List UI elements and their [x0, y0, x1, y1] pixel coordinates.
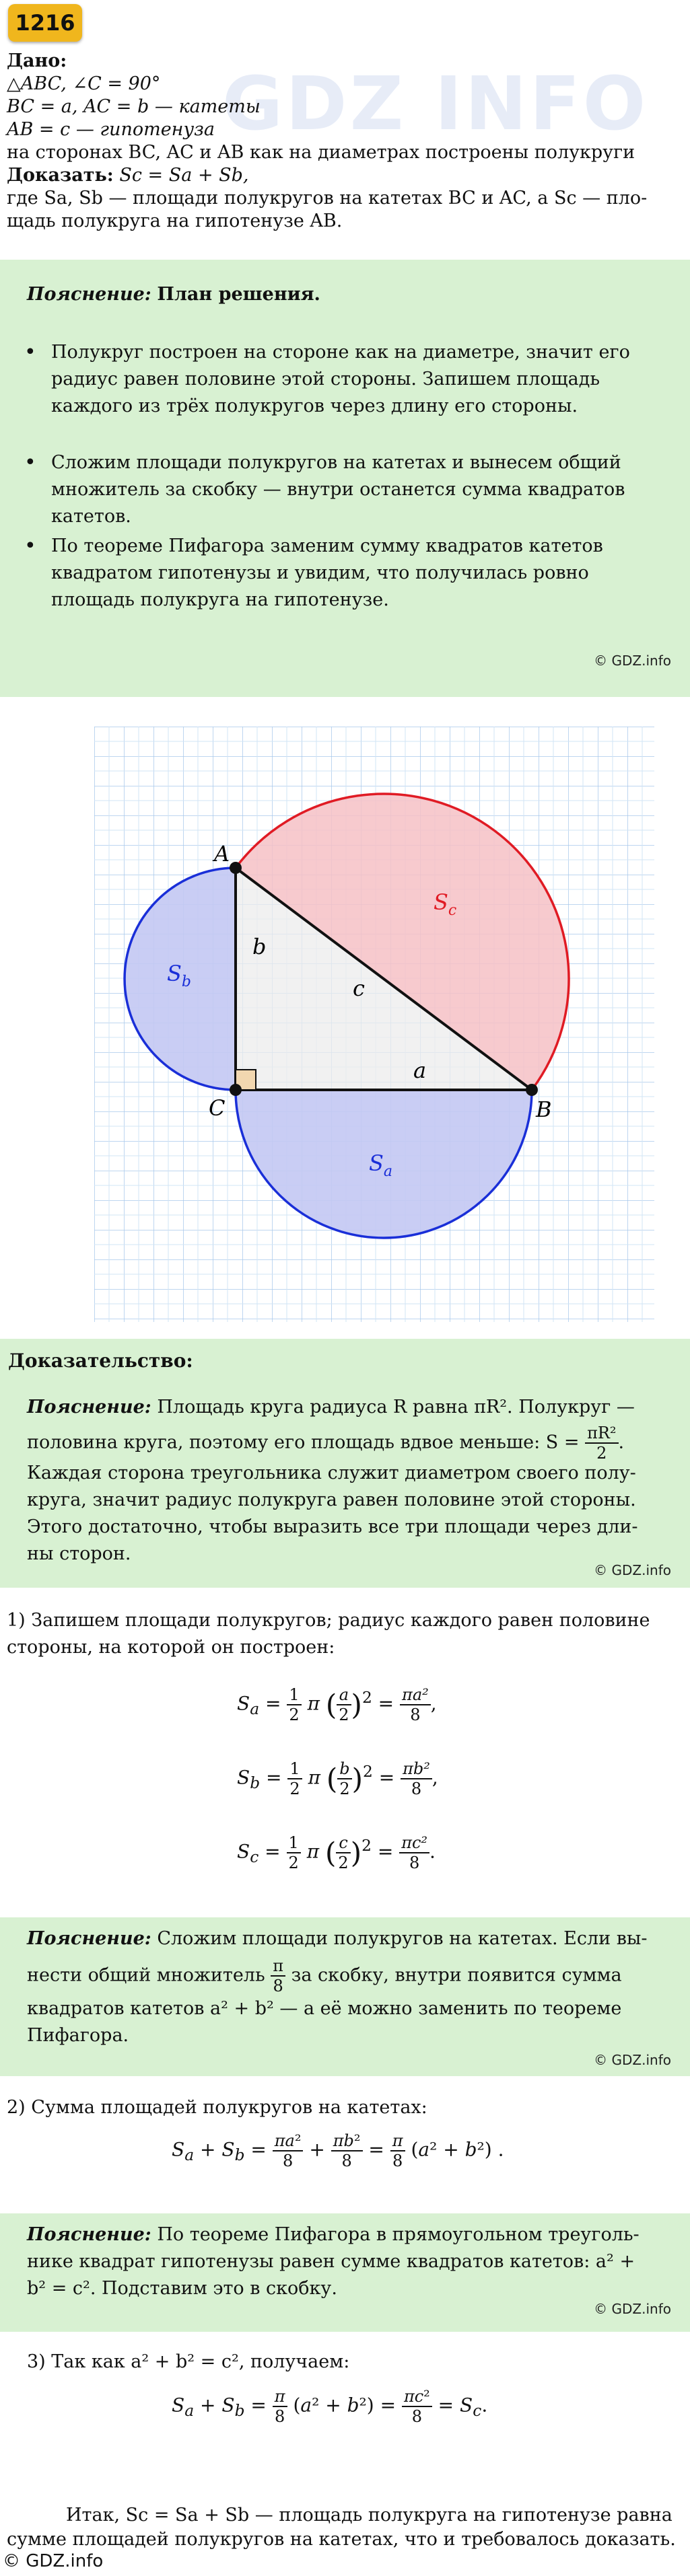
formula-sa: $S_a$ = $\frac{1}{2}$ π ( $\frac{a}{2}$ )$^2$ = $\frac{\text{πa²}}{8}$ , — [237, 1685, 437, 1724]
note2-text-2b: за скобку, внутри появится сумма — [291, 1964, 622, 1986]
note1-frac-den: 2 — [596, 1444, 607, 1463]
note3-box — [0, 2213, 690, 2332]
plan-bullet-1: • Полукруг построен на стороне как на диаметре, значит его радиус равен половине этой стороны. Запишем площадь каждого из трёх полукругов через длину его стороны. — [51, 339, 667, 420]
vertex-b — [526, 1084, 538, 1096]
step2-formula: $S_a + S_b$ = $\frac{\text{πa²}}{8}$ + $\frac{\text{πb²}}{8}$ = $\frac{\pi}{8}$ (a² + b²) . — [172, 2131, 504, 2170]
note2-fraction — [271, 1956, 285, 1995]
note2-text-2a: нести общий множитель — [27, 1964, 265, 1986]
sa-label: $S_a$ — [369, 1150, 393, 1180]
note1-line-1 — [27, 1394, 677, 1421]
given-line-3: AB = c — гипотенуза — [7, 119, 215, 140]
note2-line-3: квадратов катетов a² + b² — а её можно заменить по теореме — [27, 1998, 622, 2019]
note1-frac-num: πR² — [585, 1424, 618, 1444]
note3-label: Пояснение: — [27, 2224, 151, 2245]
proof-heading-box — [0, 1339, 690, 1386]
plan-bullet-2: • Сложим площади полукругов на катетах и вынесем общий множитель за скобку — внутри останется сумма квадратов катетов. — [51, 449, 667, 530]
side-b-label: b — [252, 934, 267, 959]
step2-text: 2) Сумма площадей полукругов на катетах: — [7, 2097, 427, 2118]
plan-title: План решения. — [157, 284, 320, 305]
prove-formula: Sc = Sa + Sb, — [119, 165, 249, 186]
note2-credit: © GDZ.info — [594, 2052, 671, 2068]
given-label: Дано: — [7, 50, 67, 71]
note2-box — [0, 1917, 690, 2076]
plan-label: Пояснение: — [27, 284, 151, 305]
given-line-1: △ABC, ∠C = 90° — [7, 73, 161, 94]
proof-heading: Доказательство: — [8, 1350, 193, 1372]
note2-line-2 — [27, 1956, 677, 1995]
note1-line-6: ны сторон. — [27, 1543, 131, 1564]
plan-bullet-3: • По теореме Пифагора заменим сумму квадратов катетов квадратом гипотенузы и увидим, что получилась ровно площадь полукруга на гипотенузе. — [51, 533, 667, 614]
note1-line-2 — [27, 1424, 677, 1463]
footer-credit: © GDZ.info — [3, 2551, 104, 2571]
plan-heading — [27, 284, 320, 305]
note1-credit: © GDZ.info — [594, 1562, 671, 1578]
step1-line-2: стороны, на которой он построен: — [7, 1637, 335, 1658]
note3-line-3: b² = c². Подставим это в скобку. — [27, 2278, 337, 2299]
note2-frac-num: π — [271, 1956, 285, 1977]
note3-line-1 — [27, 2221, 677, 2248]
watermark: GDZ INFO — [222, 61, 649, 147]
plan-credit: © GDZ.info — [594, 653, 671, 669]
vertex-c — [230, 1084, 242, 1096]
note3-text-1: По теореме Пифагора в прямоугольном треуголь- — [157, 2224, 640, 2245]
side-a-label: a — [413, 1058, 427, 1083]
formula-sc: $S_c$ = $\frac{1}{2}$ π ( $\frac{c}{2}$ )$^2$ = $\frac{\text{πc²}}{8}$ . — [237, 1833, 436, 1872]
prove-line-2: где Sa, Sb — площади полукругов на катетах BC и AC, а Sc — пло- — [7, 188, 648, 209]
note1-fraction — [585, 1424, 618, 1463]
conclusion-line-2: сумме площадей полукругов на катетах, что и требовалось доказать. — [7, 2529, 676, 2550]
note2-frac-den: 8 — [273, 1977, 283, 1995]
note2-text-1: Сложим площади полукругов на катетах. Если вы- — [157, 1928, 648, 1949]
plan-box — [0, 260, 690, 697]
note1-text-2a: половина круга, поэтому его площадь вдвое меньше: S = — [27, 1432, 580, 1453]
side-c-label: c — [353, 976, 365, 1001]
vertex-a — [230, 862, 242, 874]
prove-line-3: щадь полукруга на гипотенузе AB. — [7, 211, 343, 231]
conclusion-line-1: Итак, Sc = Sa + Sb — площадь полукруга на гипотенузе равна — [66, 2505, 672, 2526]
note2-line-1 — [27, 1925, 677, 1952]
task-number-badge: 1216 — [8, 4, 82, 42]
label-a: A — [214, 841, 230, 867]
note1-line-4: круга, значит радиус полукруга равен половине этой стороны. — [27, 1489, 636, 1510]
note3-line-2: нике квадрат гипотенузы равен сумме квадратов катетов: a² + — [27, 2251, 635, 2272]
sb-label: $S_b$ — [167, 961, 192, 990]
step3-text: 3) Так как a² + b² = c², получаем: — [27, 2351, 350, 2372]
step1-line-1: 1) Запишем площади полукругов; радиус каждого равен половине — [7, 1610, 650, 1631]
prove-line-1 — [7, 164, 249, 187]
label-b: B — [536, 1097, 552, 1122]
note1-label: Пояснение: — [27, 1397, 151, 1418]
given-line-2: BC = a, AC = b — катеты — [7, 96, 261, 117]
note2-line-4: Пифагора. — [27, 2025, 129, 2046]
sc-label: $S_c$ — [434, 889, 457, 919]
label-c: C — [209, 1095, 226, 1121]
semicircles-figure — [0, 713, 690, 1332]
note1-text-2b: . — [618, 1432, 625, 1453]
formula-sb: $S_b$ = $\frac{1}{2}$ π ( $\frac{b}{2}$ )$^2$ = $\frac{\text{πb²}}{8}$ , — [237, 1759, 438, 1798]
note1-line-3: Каждая сторона треугольника служит диаметром своего полу- — [27, 1463, 636, 1483]
prove-label: Доказать: — [7, 165, 114, 186]
note2-label: Пояснение: — [27, 1928, 151, 1949]
note1-text-1: Площадь круга радиуса R равна πR². Полукруг — — [157, 1397, 635, 1418]
note1-box — [0, 1386, 690, 1588]
note3-credit: © GDZ.info — [594, 2301, 671, 2317]
note1-line-5: Этого достаточно, чтобы выразить все три площади через дли- — [27, 1516, 638, 1537]
step3-formula: $S_a + S_b$ = $\frac{\pi}{8}$ (a² + b²) = $\frac{\text{πc²}}{8}$ = $S_c$. — [172, 2387, 488, 2426]
given-line-4: на сторонах BC, AC и AB как на диаметрах построены полукруги — [7, 142, 635, 163]
